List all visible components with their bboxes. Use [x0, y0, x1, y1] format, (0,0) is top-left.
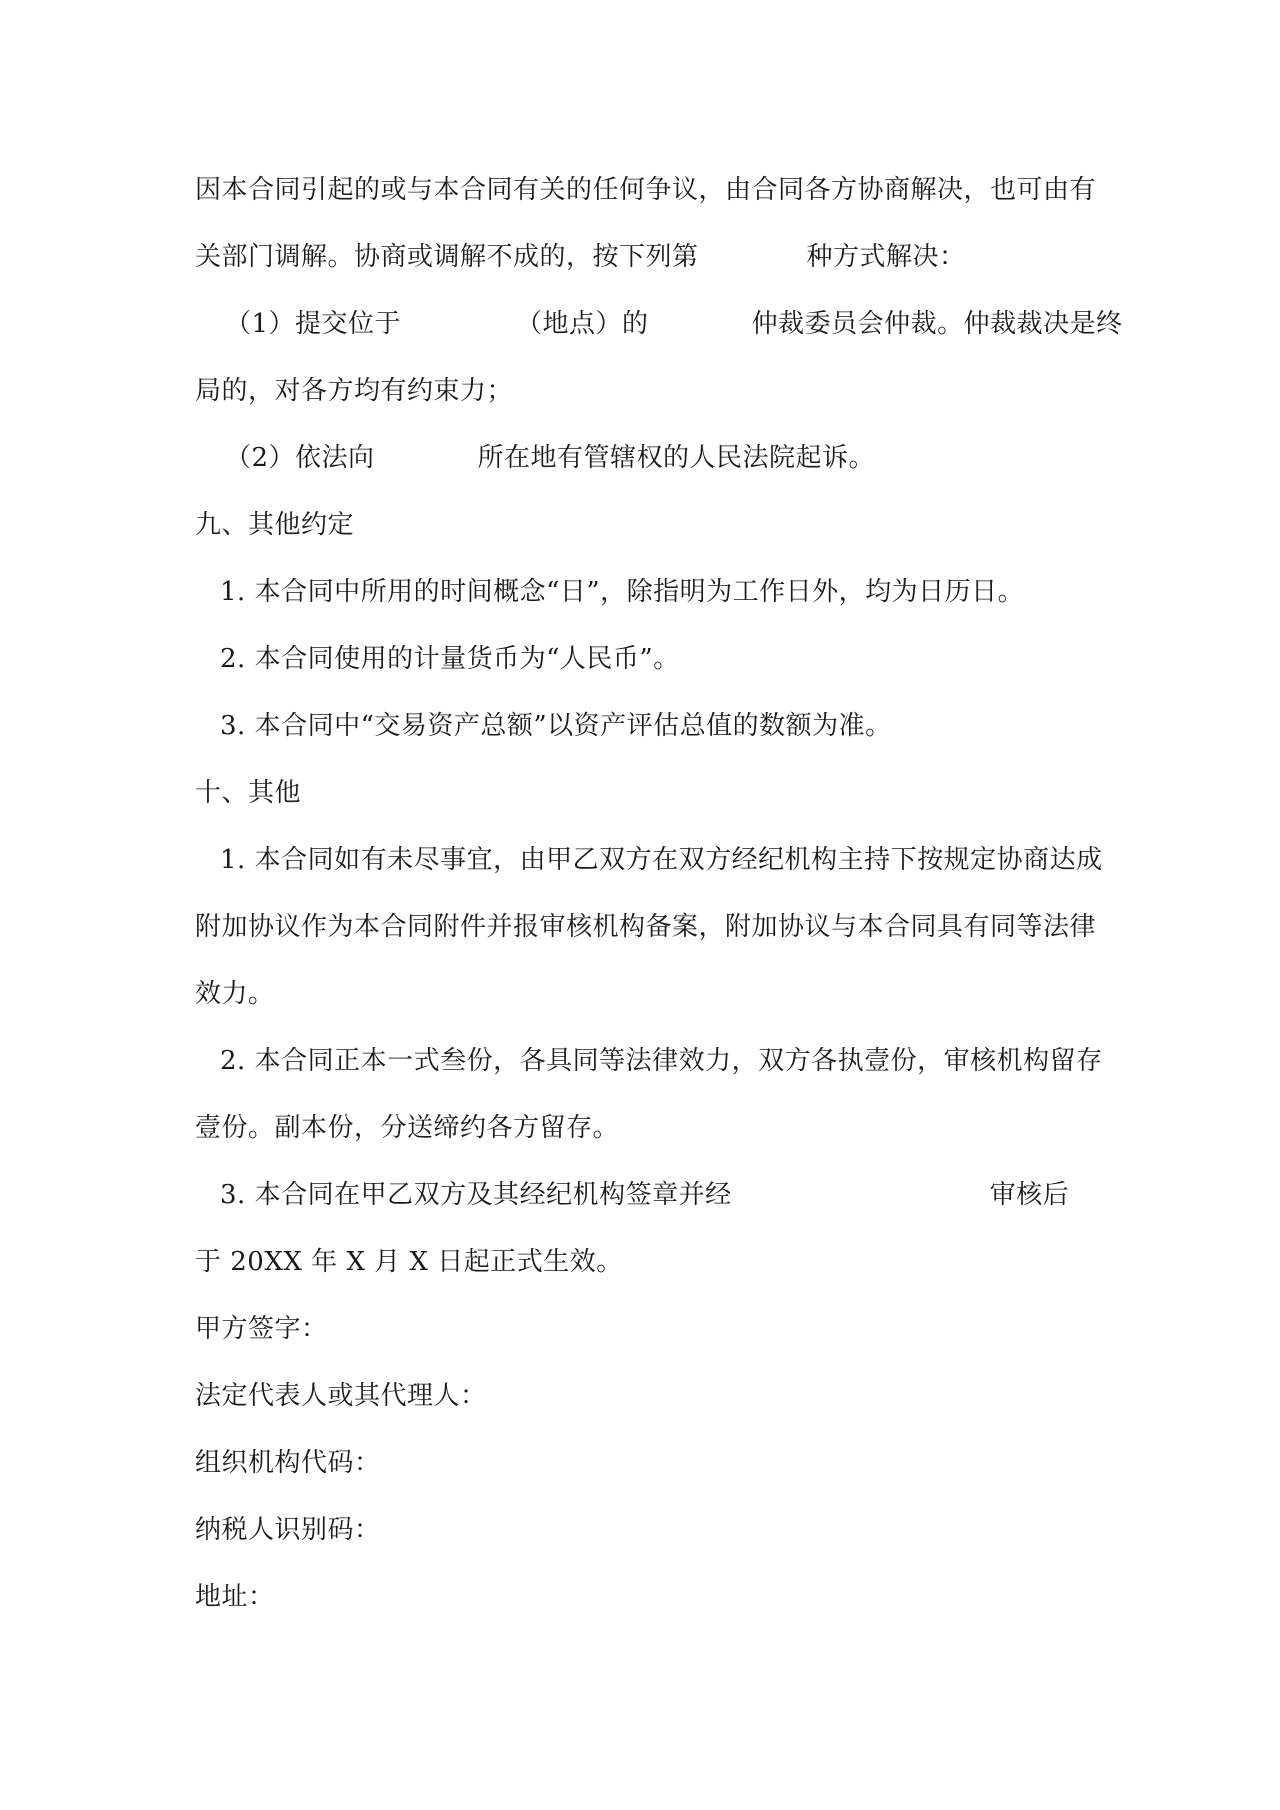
- section-9-item-1: 1. 本合同中所用的时间概念“日”，除指明为工作日外，均为日历日。: [220, 577, 1025, 607]
- arbitration-option-line-2: 局的，对各方均有约束力；: [195, 376, 514, 406]
- party-a-signature-label: 甲方签字：: [195, 1314, 328, 1344]
- litigation-option: [225, 441, 875, 475]
- section-10-item-1-line-2: 附加协议作为本合同附件并报审核机构备案，附加协议与本合同具有同等法律: [195, 912, 1097, 942]
- litigation-text-a: （2）依法向: [225, 443, 375, 473]
- section-10-item-3-line-2: 于 20XX 年 X 月 X 日起正式生效。: [195, 1247, 623, 1277]
- section-10-item-2-line-2: 壹份。副本份，分送缔约各方留存。: [195, 1113, 620, 1143]
- item-3-text-b: 审核后: [989, 1180, 1070, 1210]
- organization-code-label: 组织机构代码：: [195, 1448, 381, 1478]
- arbitration-option-line-1: [225, 307, 1123, 341]
- dispute-paragraph-line-2: [195, 240, 966, 274]
- section-10-item-1-line-3: 效力。: [195, 979, 275, 1009]
- legal-representative-label: 法定代表人或其代理人：: [195, 1381, 487, 1411]
- section-10-item-2-line-1: 2. 本合同正本一式叁份，各具同等法律效力，双方各执壹份，审核机构留存: [220, 1046, 1103, 1076]
- dispute-line-2-text-b: 种方式解决：: [806, 242, 966, 272]
- section-9-heading: 九、其他约定: [195, 510, 355, 540]
- section-10-item-1-line-1: 1. 本合同如有未尽事宜，由甲乙双方在双方经纪机构主持下按规定协商达成: [220, 845, 1103, 875]
- arbitration-text-b: （地点）的: [516, 309, 649, 339]
- item-3-text-a: 3. 本合同在甲乙双方及其经纪机构签章并经: [220, 1180, 732, 1210]
- arbitration-text-c: 仲裁委员会仲裁。仲裁裁决是终: [751, 309, 1123, 339]
- section-10-item-3-line-1: [220, 1178, 1069, 1212]
- taxpayer-id-label: 纳税人识别码：: [195, 1515, 381, 1545]
- dispute-line-2-text-a: 关部门调解。协商或调解不成的，按下列第: [195, 242, 699, 272]
- litigation-text-b: 所在地有管辖权的人民法院起诉。: [477, 443, 876, 473]
- address-label: 地址：: [195, 1582, 275, 1612]
- section-9-item-2: 2. 本合同使用的计量货币为“人民币”。: [220, 644, 680, 674]
- section-10-heading: 十、其他: [195, 778, 302, 808]
- arbitration-text-a: （1）提交位于: [225, 309, 402, 339]
- dispute-paragraph-line-1: 因本合同引起的或与本合同有关的任何争议，由合同各方协商解决，也可由有: [195, 175, 1097, 205]
- section-9-item-3: 3. 本合同中“交易资产总额”以资产评估总值的数额为准。: [220, 711, 892, 741]
